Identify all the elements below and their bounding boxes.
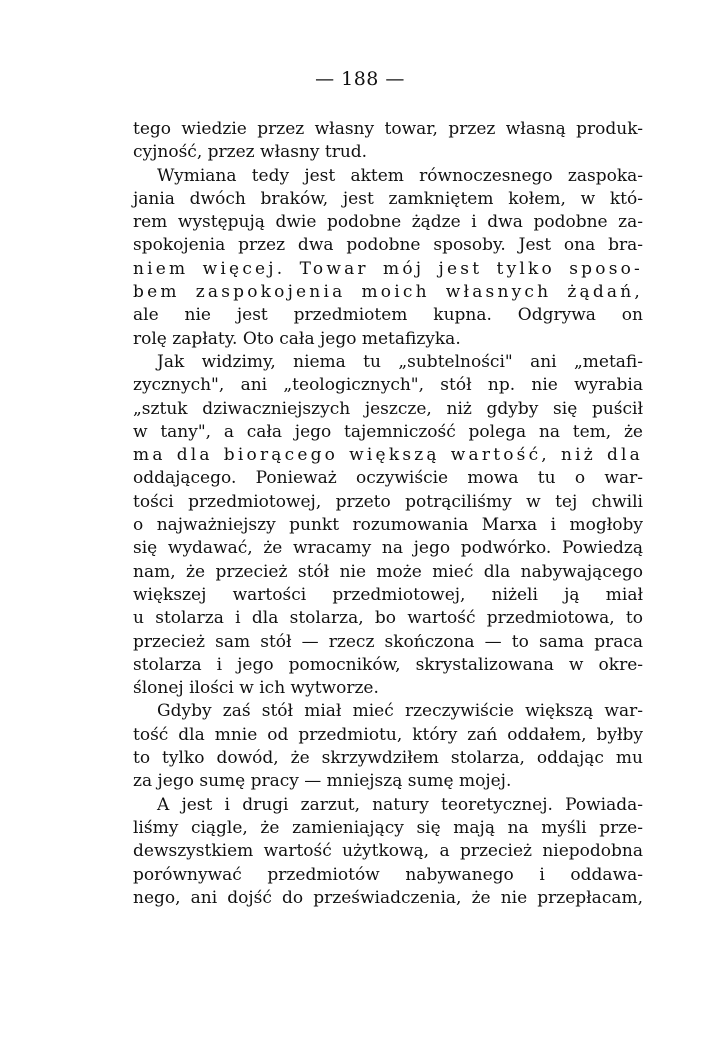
text-line: tego wiedzie przez własny towar, przez własną produk-	[133, 119, 643, 139]
text-line: przecież sam stół — rzecz skończona — to sama praca	[133, 631, 643, 652]
text-line: za jego sumę pracy — mniejszą sumę mojej.	[133, 771, 512, 792]
body-text	[133, 118, 643, 910]
text-line: to tylko dowód, że skrzywdziłem stolarza, oddając mu	[133, 748, 643, 769]
text-line: tości przedmiotowej, przeto potrąciliśmy w tej chwili	[133, 491, 643, 512]
text-line: liśmy ciągle, że zamieniający się mają na myśli prze-	[133, 817, 643, 838]
text-line: o najważniejszy punkt rozumowania Marxa i mogłoby	[133, 515, 643, 536]
text-line: spokojenia przez dwa podobne sposoby. Jest ona bra-	[133, 235, 643, 256]
text-line: nego, ani dojść do przeświadczenia, że nie przepłacam,	[133, 887, 643, 908]
text-line: bem zaspokojenia moich własnych żądań,	[133, 282, 643, 303]
text-line: dewszystkiem wartość użytkową, a przecież niepodobna	[133, 841, 643, 862]
text-line: „sztuk dziwaczniejszych jeszcze, niż gdyby się puścił	[133, 398, 643, 419]
text-line: tość dla mnie od przedmiotu, który zań oddałem, byłby	[133, 724, 643, 745]
text-line: u stolarza i dla stolarza, bo wartość przedmiotowa, to	[133, 608, 643, 629]
text-line: rolę zapłaty. Oto cała jego metafizyka.	[133, 328, 461, 349]
text-line: większej wartości przedmiotowej, niżeli ją miał	[133, 584, 643, 605]
text-line: rem występują dwie podobne żądze i dwa podobne za-	[133, 212, 643, 233]
text-line: nam, że przecież stół nie może mieć dla nabywającego	[133, 561, 643, 582]
text-line: ślonej ilości w ich wytworze.	[133, 678, 379, 699]
page-number: — 188 —	[315, 68, 405, 90]
text-line: jania dwóch braków, jest zamkniętem kołem, w któ-	[133, 188, 643, 209]
text-line: A jest i drugi zarzut, natury teoretycznej. Powiada-	[157, 794, 643, 815]
text-line: zycznych", ani „teologicznych", stół np. nie wyrabia	[133, 375, 643, 396]
text-line: Jak widzimy, niema tu „subtelności" ani „metafi-	[157, 351, 643, 372]
text-line: się wydawać, że wracamy na jego podwórko. Powiedzą	[133, 538, 643, 559]
text-line: oddającego. Ponieważ oczywiście mowa tu o war-	[133, 468, 643, 489]
text-line: Wymiana tedy jest aktem równoczesnego zaspoka-	[157, 165, 643, 186]
text-line: ma dla biorącego większą wartość, niż dla	[133, 445, 643, 466]
text-line: w tany", a cała jego tajemniczość polega na tem, że	[133, 421, 643, 442]
text-line: stolarza i jego pomocników, skrystalizowana w okre-	[133, 654, 643, 675]
text-line: niem więcej. Towar mój jest tylko sposo-	[133, 258, 643, 279]
text-line: Gdyby zaś stół miał mieć rzeczywiście większą war-	[157, 701, 643, 722]
text-line: porównywać przedmiotów nabywanego i oddawa-	[133, 864, 643, 885]
text-line: cyjność, przez własny trud.	[133, 142, 368, 163]
text-line: ale nie jest przedmiotem kupna. Odgrywa on	[133, 305, 643, 326]
